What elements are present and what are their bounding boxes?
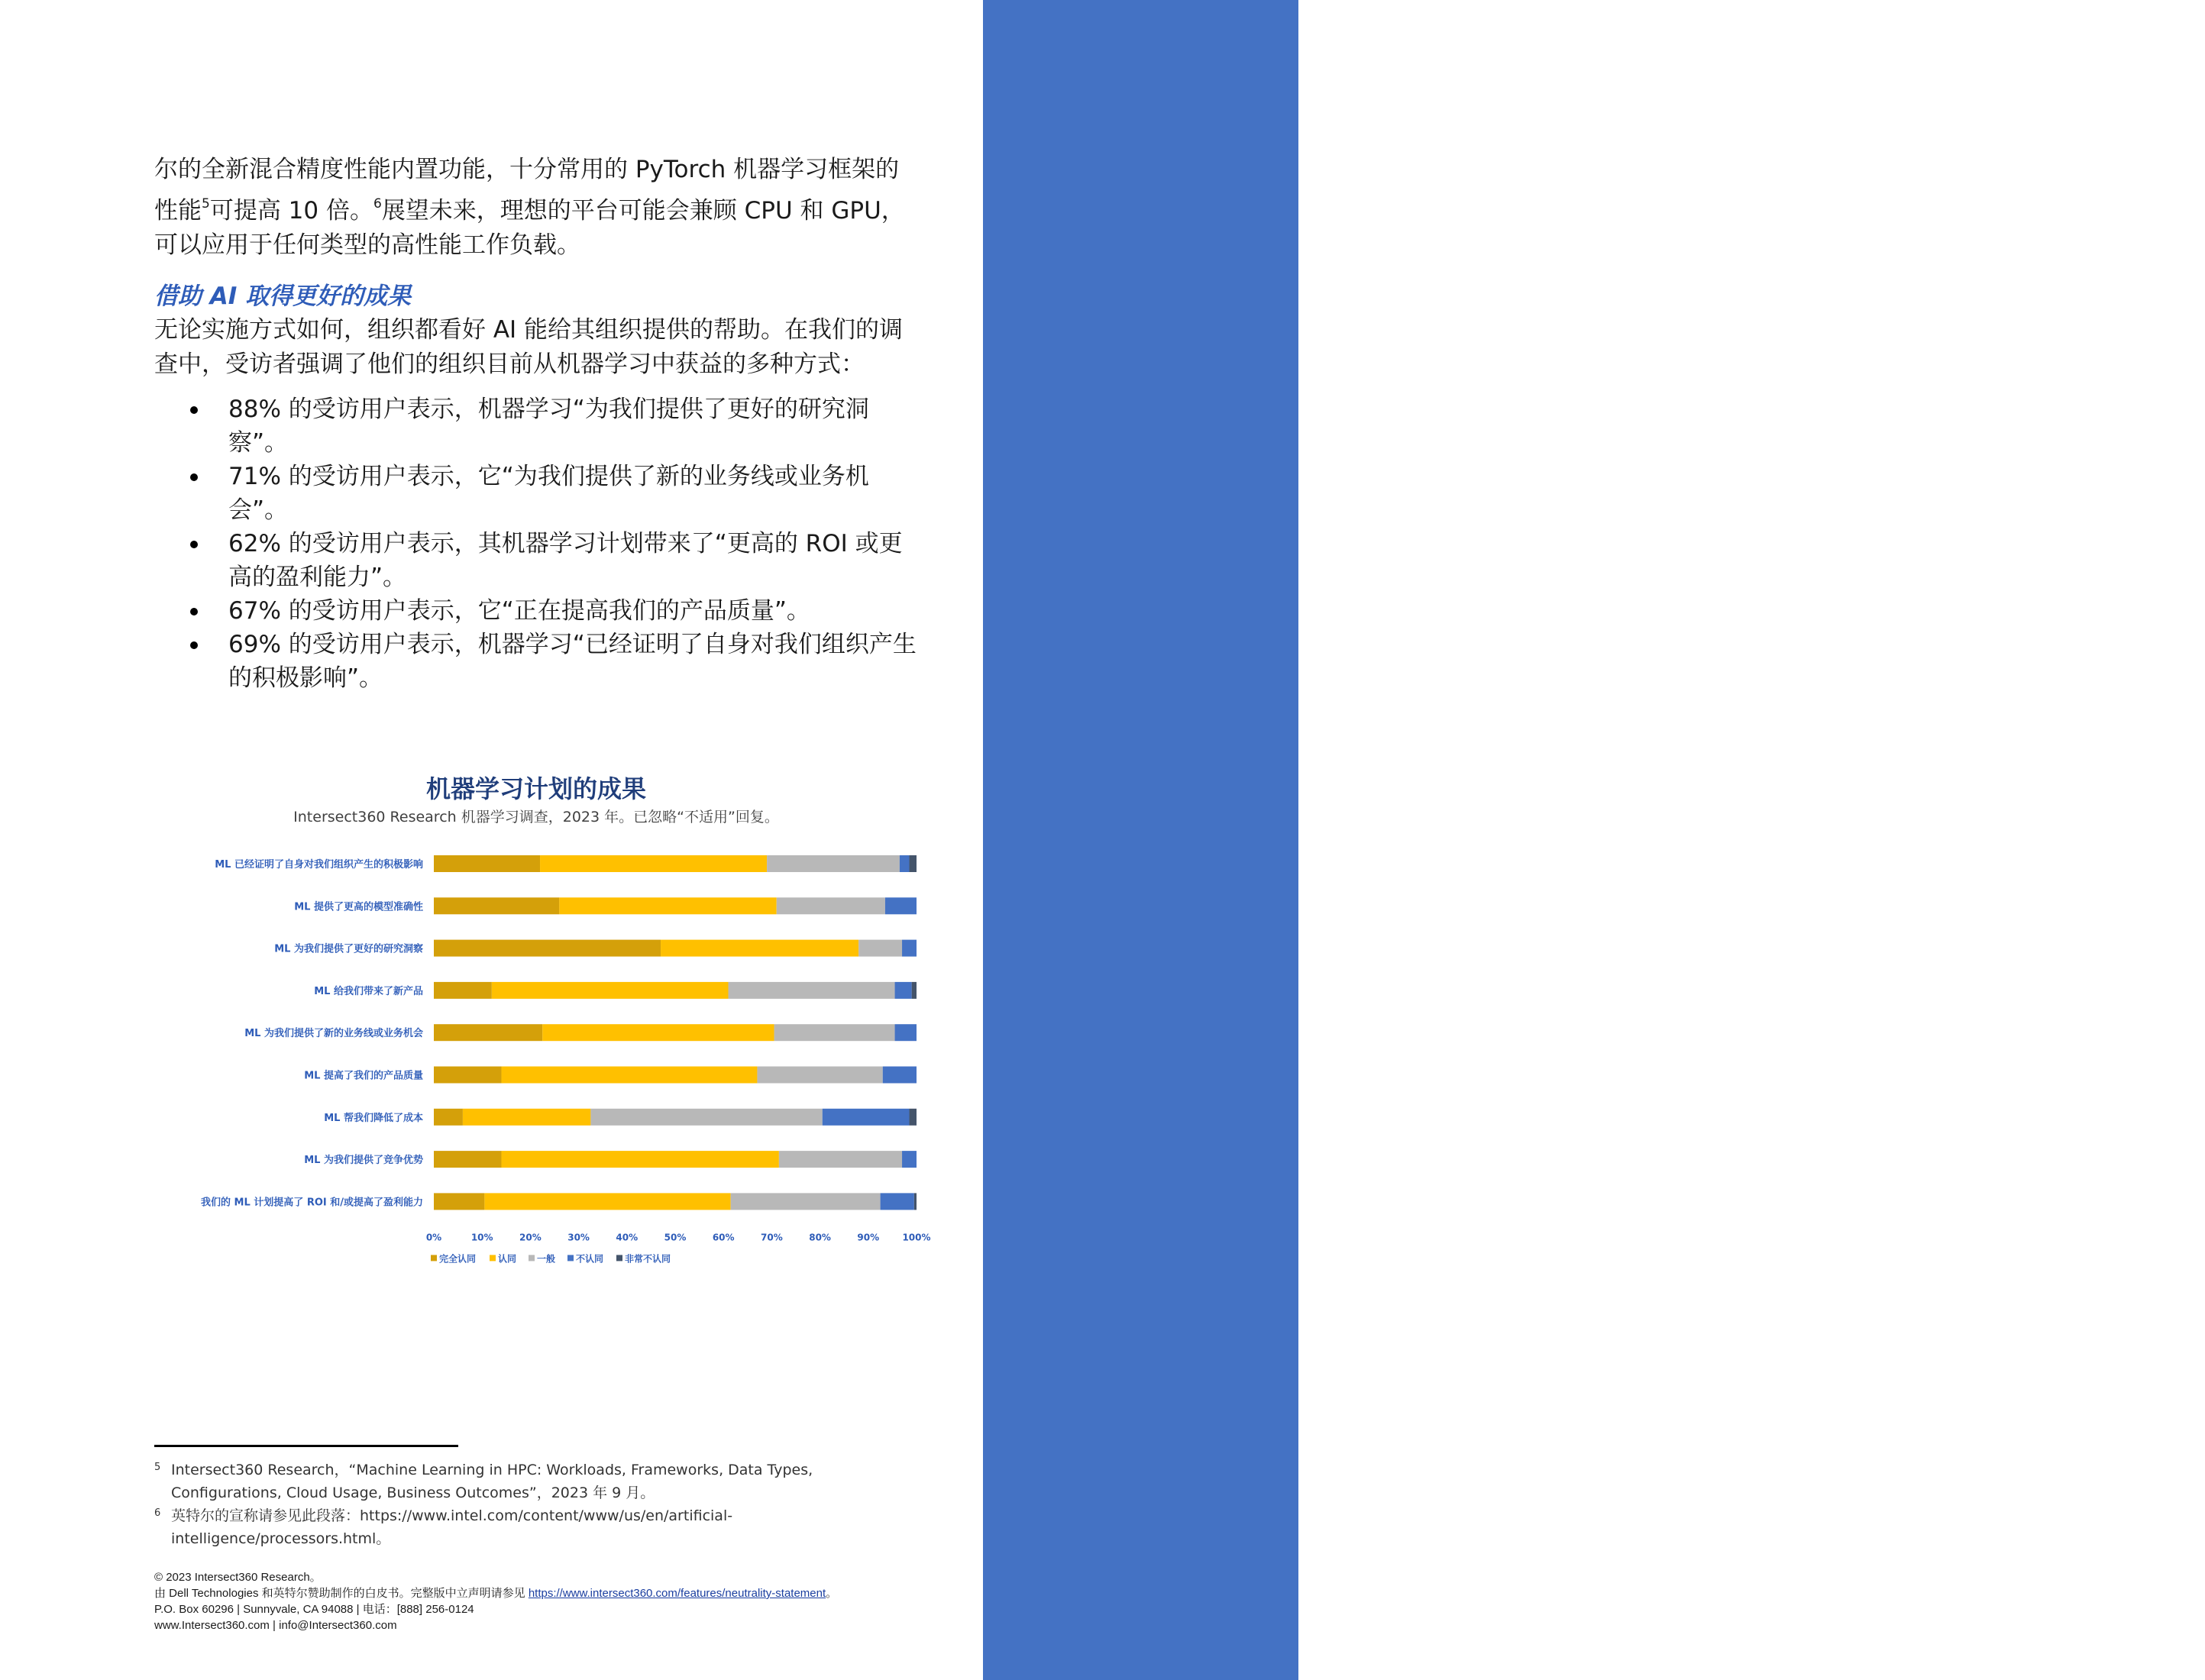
bar-segment xyxy=(910,1109,917,1126)
footnote-ref-5[interactable]: 5 xyxy=(202,196,210,212)
bar-segment xyxy=(661,940,858,957)
bar-segment xyxy=(914,1193,917,1210)
list-item-text: 69% 的受访用户表示，机器学习“已经证明了自身对我们组织产生的积极影响”。 xyxy=(228,631,917,692)
x-tick-label: 80% xyxy=(809,1232,831,1243)
footnotes xyxy=(154,1459,903,1550)
intro-text-2: 可提高 10 倍。 xyxy=(209,197,373,225)
contact-line: www.Intersect360.com | info@Intersect360.com xyxy=(154,1619,397,1632)
bar-segment xyxy=(881,1193,914,1210)
category-label: ML 提供了更高的模型准确性 xyxy=(294,901,423,913)
footnote-5 xyxy=(154,1459,903,1504)
bar-segment xyxy=(559,897,776,914)
footnote-number: 5 xyxy=(154,1462,161,1473)
bar-segment xyxy=(910,855,917,872)
legend-swatch xyxy=(431,1255,437,1261)
body-paragraph: 无论实施方式如何，组织都看好 AI 能给其组织提供的帮助。在我们的调查中，受访者强调了他们的组织目前从机器学习中获益的多种方式： xyxy=(154,316,904,378)
bar-segment xyxy=(731,1193,881,1210)
x-tick-label: 100% xyxy=(902,1232,931,1243)
intro-text-3: 展望未来，理想的平台可能会兼顾 CPU 和 GPU，可以应用于任何类型的高性能工作负载。 xyxy=(154,197,905,259)
bar-segment xyxy=(434,1109,463,1126)
bar-segment xyxy=(434,1067,501,1084)
bar-segment xyxy=(885,897,917,914)
chart-title: 机器学习计划的成果 xyxy=(425,774,646,803)
category-label: 我们的 ML 计划提高了 ROI 和/或提高了盈利能力 xyxy=(201,1197,423,1209)
sponsor-line xyxy=(154,1585,918,1601)
bar-segment xyxy=(883,1067,917,1084)
bar-segment xyxy=(895,982,912,999)
footnote-ref-6[interactable]: 6 xyxy=(373,196,382,212)
x-tick-label: 0% xyxy=(425,1232,442,1243)
address-line: P.O. Box 60296 | Sunnyvale, CA 94088 | 电话：[888] 256-0124 xyxy=(154,1603,474,1616)
footnote-text: Intersect360 Research，“Machine Learning in HPC: Workloads, Frameworks, Data Types, Configurations, Cloud Usage, Business Outcomes”，2023 年 9 月。 xyxy=(171,1462,813,1501)
list-item-text: 62% 的受访用户表示，其机器学习计划带来了“更高的 ROI 或更高的盈利能力”。 xyxy=(228,530,903,591)
legend-label: 认同 xyxy=(498,1253,517,1265)
x-tick-label: 30% xyxy=(567,1232,590,1243)
list-item xyxy=(228,460,918,527)
footnote-6 xyxy=(154,1504,903,1550)
legend-label: 一般 xyxy=(537,1253,556,1265)
intro-text-1: 尔的全新混合精度性能内置功能，十分常用的 PyTorch 机器学习框架的性能 xyxy=(154,156,900,225)
bar-segment xyxy=(501,1151,778,1168)
legend-label: 不认同 xyxy=(576,1253,604,1265)
bar-segment xyxy=(463,1109,590,1126)
bullet-icon xyxy=(190,608,198,615)
bar-segment xyxy=(729,982,895,999)
legend-swatch xyxy=(529,1255,535,1261)
bullet-icon xyxy=(190,406,198,414)
bar-segment xyxy=(774,1024,895,1041)
bar-segment xyxy=(434,1024,542,1041)
x-tick-label: 10% xyxy=(470,1232,493,1243)
bar-segment xyxy=(434,940,661,957)
list-item-text: 67% 的受访用户表示，它“正在提高我们的产品质量”。 xyxy=(228,597,810,625)
sidebar-panel xyxy=(983,0,2205,1680)
category-label: ML 为我们提供了竞争优势 xyxy=(304,1155,423,1167)
category-label: ML 已经证明了自身对我们组织产生的积极影响 xyxy=(215,859,423,871)
bar-segment xyxy=(912,982,917,999)
bar-segment xyxy=(542,1024,774,1041)
category-label: ML 为我们提供了更好的研究洞察 xyxy=(274,943,423,955)
x-tick-label: 20% xyxy=(519,1232,542,1243)
bar-segment xyxy=(434,855,540,872)
bar-segment xyxy=(434,1151,501,1168)
bar-segment xyxy=(434,1193,484,1210)
bar-segment xyxy=(501,1067,757,1084)
category-label: ML 提高了我们的产品质量 xyxy=(304,1070,423,1082)
section-heading: 借助 AI 取得更好的成果 xyxy=(154,283,412,310)
chart-subtitle: Intersect360 Research 机器学习调查，2023 年。已忽略“不适用”回复。 xyxy=(293,809,779,825)
footnote-number: 6 xyxy=(154,1507,161,1519)
pull-quote: 69% 的受访用户 表示，机器学习 “已经证明了 自身对我们组织 产生的积极 影响”。 xyxy=(1998,327,2205,537)
list-item-text: 71% 的受访用户表示，它“为我们提供了新的业务线或业务机会”。 xyxy=(228,463,869,524)
bar-segment xyxy=(757,1067,882,1084)
legend-label: 完全认同 xyxy=(439,1253,477,1265)
stacked-bar-chart xyxy=(153,844,947,1271)
bullet-icon xyxy=(190,541,198,548)
bullet-icon xyxy=(190,473,198,481)
category-label: ML 给我们带来了新产品 xyxy=(314,985,423,997)
bar-segment xyxy=(434,982,492,999)
bar-segment xyxy=(434,897,559,914)
category-label: ML 为我们提供了新的业务线或业务机会 xyxy=(244,1028,423,1040)
bullet-icon xyxy=(190,641,198,649)
category-label: ML 帮我们降低了成本 xyxy=(324,1112,423,1124)
bar-segment xyxy=(777,897,885,914)
bar-segment xyxy=(858,940,902,957)
x-tick-label: 60% xyxy=(712,1232,735,1243)
legend-swatch xyxy=(567,1255,574,1261)
sponsor-text: 由 Dell Technologies 和英特尔赞助制作的白皮书。完整版中立声明请参见 xyxy=(154,1587,529,1600)
bar-segment xyxy=(902,1151,917,1168)
sponsor-suffix: 。 xyxy=(826,1587,838,1600)
legend-label: 非常不认同 xyxy=(625,1253,671,1265)
list-item xyxy=(228,628,918,695)
intro-paragraph xyxy=(154,153,918,263)
bar-segment xyxy=(900,855,910,872)
bar-segment xyxy=(779,1151,902,1168)
footnote-divider xyxy=(154,1445,458,1447)
bar-segment xyxy=(902,940,917,957)
x-tick-label: 70% xyxy=(761,1232,783,1243)
list-item xyxy=(228,527,918,594)
bar-segment xyxy=(767,855,900,872)
x-tick-label: 90% xyxy=(857,1232,880,1243)
legend-swatch xyxy=(616,1255,622,1261)
bar-segment xyxy=(895,1024,917,1041)
bar-segment xyxy=(540,855,767,872)
main-content xyxy=(154,153,918,695)
list-item xyxy=(228,594,918,628)
bar-segment xyxy=(823,1109,910,1126)
copyright-line: © 2023 Intersect360 Research。 xyxy=(154,1571,322,1584)
list-item xyxy=(228,393,918,460)
bar-segment xyxy=(484,1193,730,1210)
bullet-list xyxy=(154,393,918,695)
x-tick-label: 40% xyxy=(616,1232,639,1243)
neutrality-statement-link[interactable]: https://www.intersect360.com/features/neutrality-statement xyxy=(528,1587,826,1600)
x-tick-label: 50% xyxy=(664,1232,687,1243)
list-item-text: 88% 的受访用户表示，机器学习“为我们提供了更好的研究洞察”。 xyxy=(228,396,869,457)
legend-swatch xyxy=(490,1255,496,1261)
legal-footer xyxy=(154,1569,918,1633)
footnote-text: 英特尔的宣称请参见此段落：https://www.intel.com/content/www/us/en/artificial-intelligence/processors.html。 xyxy=(171,1507,733,1547)
bar-segment xyxy=(492,982,729,999)
bar-segment xyxy=(590,1109,822,1126)
